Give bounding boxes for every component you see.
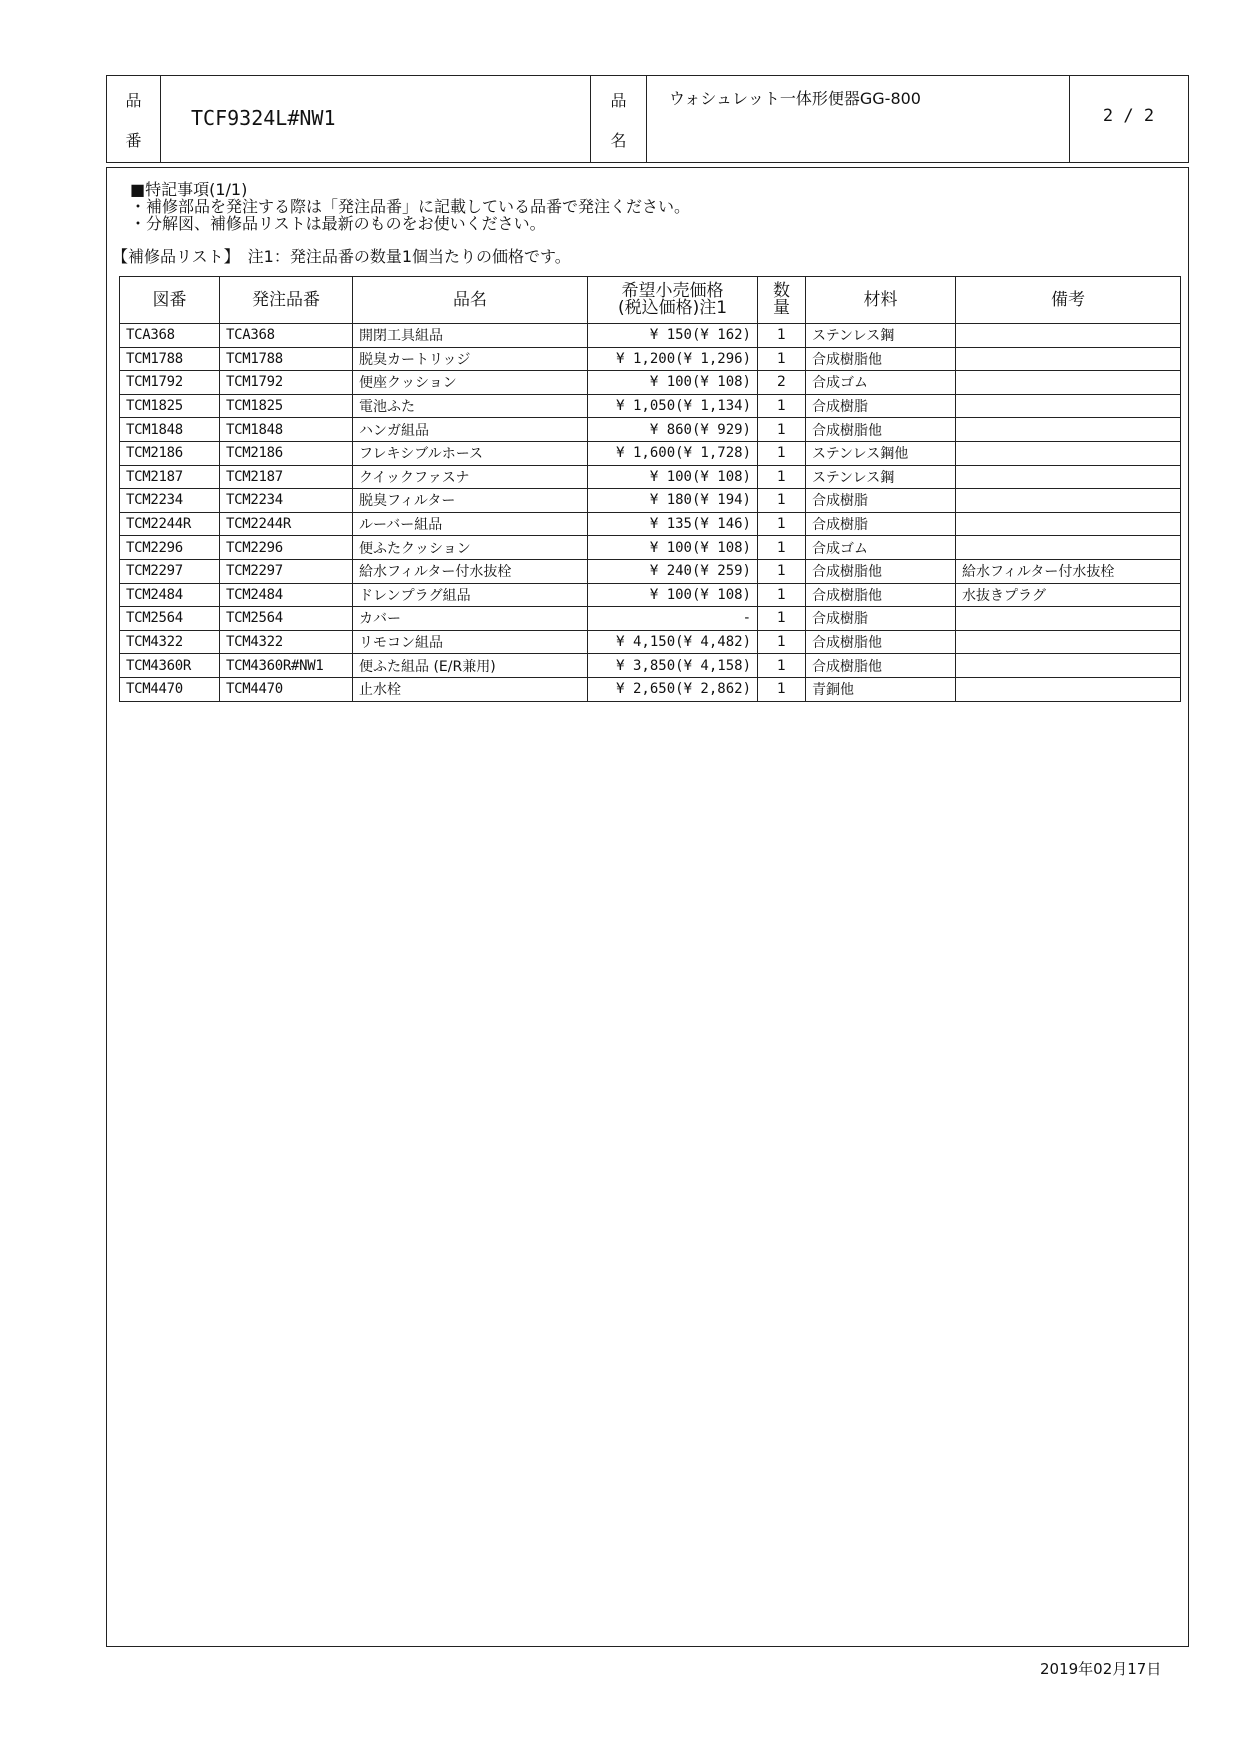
table-row [120, 371, 1181, 395]
cell-order-no: TCM2234 [220, 489, 353, 513]
table-row [120, 559, 1181, 583]
cell-material: ステンレス鋼 [806, 465, 956, 489]
table-row [120, 583, 1181, 607]
cell-remarks [956, 418, 1181, 442]
cell-zuban: TCM1788 [120, 347, 220, 371]
cell-qty: 1 [758, 630, 806, 654]
notes-line-1: ・補修部品を発注する際は「発注品番」に記載している品番で発注ください。 [130, 197, 691, 216]
cell-zuban: TCM4322 [120, 630, 220, 654]
notes-title: ■特記事項(1/1) [130, 180, 248, 199]
cell-price: ¥ 1,200(¥ 1,296) [588, 347, 758, 371]
cell-name: ドレンプラグ組品 [353, 583, 588, 607]
cell-order-no: TCM4360R#NW1 [220, 654, 353, 678]
cell-material: 合成樹脂他 [806, 559, 956, 583]
cell-name: 電池ふた [353, 394, 588, 418]
cell-zuban: TCA368 [120, 324, 220, 348]
cell-qty: 1 [758, 324, 806, 348]
cell-zuban: TCM1848 [120, 418, 220, 442]
table-row [120, 418, 1181, 442]
cell-material: ステンレス鋼 [806, 324, 956, 348]
col-zuban: 図番 [120, 277, 220, 324]
cell-zuban: TCM4360R [120, 654, 220, 678]
cell-order-no: TCM2187 [220, 465, 353, 489]
cell-qty: 1 [758, 347, 806, 371]
cell-price: ¥ 100(¥ 108) [588, 465, 758, 489]
cell-name: 開閉工具組品 [353, 324, 588, 348]
cell-material: 合成ゴム [806, 371, 956, 395]
notes-line-2: ・分解図、補修品リストは最新のものをお使いください。 [130, 214, 546, 233]
cell-order-no: TCM2484 [220, 583, 353, 607]
cell-name: ルーバー組品 [353, 512, 588, 536]
cell-price: ¥ 135(¥ 146) [588, 512, 758, 536]
parts-table [119, 276, 1181, 702]
cell-price: ¥ 860(¥ 929) [588, 418, 758, 442]
cell-zuban: TCM2186 [120, 441, 220, 465]
cell-zuban: TCM2484 [120, 583, 220, 607]
cell-material: 合成ゴム [806, 536, 956, 560]
table-row [120, 536, 1181, 560]
page-number-cell [1070, 76, 1187, 162]
cell-zuban: TCM1792 [120, 371, 220, 395]
cell-zuban: TCM2564 [120, 607, 220, 631]
cell-material: 合成樹脂他 [806, 418, 956, 442]
cell-qty: 2 [758, 371, 806, 395]
cell-order-no: TCM1848 [220, 418, 353, 442]
cell-qty: 1 [758, 489, 806, 513]
table-row [120, 465, 1181, 489]
cell-name: 便座クッション [353, 371, 588, 395]
table-row [120, 677, 1181, 701]
cell-name: 脱臭フィルター [353, 489, 588, 513]
cell-qty: 1 [758, 677, 806, 701]
cell-name: 止水栓 [353, 677, 588, 701]
cell-material: 合成樹脂他 [806, 630, 956, 654]
cell-qty: 1 [758, 654, 806, 678]
cell-price: ¥ 1,050(¥ 1,134) [588, 394, 758, 418]
cell-name: クイックファスナ [353, 465, 588, 489]
cell-material: 合成樹脂 [806, 489, 956, 513]
cell-price: - [588, 607, 758, 631]
cell-name: 便ふた組品 (E/R兼用) [353, 654, 588, 678]
cell-name: フレキシブルホース [353, 441, 588, 465]
table-row [120, 489, 1181, 513]
header-box [106, 75, 1189, 163]
cell-order-no: TCM2564 [220, 607, 353, 631]
hinban-value-cell [161, 76, 591, 162]
table-row [120, 394, 1181, 418]
cell-price: ¥ 100(¥ 108) [588, 583, 758, 607]
cell-remarks [956, 677, 1181, 701]
cell-zuban: TCM2244R [120, 512, 220, 536]
cell-remarks: 給水フィルター付水抜栓 [956, 559, 1181, 583]
cell-price: ¥ 4,150(¥ 4,482) [588, 630, 758, 654]
cell-remarks [956, 394, 1181, 418]
cell-price: ¥ 3,850(¥ 4,158) [588, 654, 758, 678]
cell-zuban: TCM2296 [120, 536, 220, 560]
cell-price: ¥ 150(¥ 162) [588, 324, 758, 348]
cell-qty: 1 [758, 607, 806, 631]
cell-order-no: TCM4470 [220, 677, 353, 701]
table-header-row [120, 277, 1181, 324]
page-number: 2 / 2 [1102, 106, 1155, 126]
cell-remarks [956, 441, 1181, 465]
cell-order-no: TCA368 [220, 324, 353, 348]
cell-order-no: TCM1825 [220, 394, 353, 418]
cell-order-no: TCM2186 [220, 441, 353, 465]
cell-material: 合成樹脂 [806, 512, 956, 536]
table-row [120, 347, 1181, 371]
cell-remarks [956, 536, 1181, 560]
cell-material: 合成樹脂 [806, 394, 956, 418]
cell-remarks [956, 630, 1181, 654]
cell-remarks [956, 324, 1181, 348]
cell-name: ハンガ組品 [353, 418, 588, 442]
cell-qty: 1 [758, 559, 806, 583]
cell-remarks [956, 489, 1181, 513]
cell-qty: 1 [758, 394, 806, 418]
cell-zuban: TCM2187 [120, 465, 220, 489]
col-order-no: 発注品番 [220, 277, 353, 324]
cell-remarks [956, 512, 1181, 536]
cell-price: ¥ 1,600(¥ 1,728) [588, 441, 758, 465]
cell-order-no: TCM2297 [220, 559, 353, 583]
cell-price: ¥ 180(¥ 194) [588, 489, 758, 513]
cell-order-no: TCM1788 [220, 347, 353, 371]
table-row [120, 441, 1181, 465]
cell-remarks [956, 654, 1181, 678]
cell-material: 合成樹脂 [806, 607, 956, 631]
cell-material: 青銅他 [806, 677, 956, 701]
cell-price: ¥ 100(¥ 108) [588, 371, 758, 395]
cell-material: ステンレス鋼他 [806, 441, 956, 465]
col-name: 品名 [353, 277, 588, 324]
table-row [120, 654, 1181, 678]
cell-remarks [956, 347, 1181, 371]
cell-name: 給水フィルター付水抜栓 [353, 559, 588, 583]
cell-remarks: 水抜きプラグ [956, 583, 1181, 607]
col-material: 材料 [806, 277, 956, 324]
cell-price: ¥ 240(¥ 259) [588, 559, 758, 583]
table-row [120, 607, 1181, 631]
cell-order-no: TCM2296 [220, 536, 353, 560]
cell-qty: 1 [758, 536, 806, 560]
cell-name: リモコン組品 [353, 630, 588, 654]
cell-qty: 1 [758, 418, 806, 442]
cell-material: 合成樹脂他 [806, 583, 956, 607]
cell-order-no: TCM4322 [220, 630, 353, 654]
cell-material: 合成樹脂他 [806, 654, 956, 678]
cell-qty: 1 [758, 583, 806, 607]
col-remarks: 備考 [956, 277, 1181, 324]
cell-price: ¥ 100(¥ 108) [588, 536, 758, 560]
cell-zuban: TCM1825 [120, 394, 220, 418]
cell-qty: 1 [758, 441, 806, 465]
col-price: 希望小売価格 (税込価格)注1 [588, 277, 758, 324]
cell-remarks [956, 465, 1181, 489]
table-row [120, 630, 1181, 654]
cell-name: 便ふたクッション [353, 536, 588, 560]
cell-qty: 1 [758, 512, 806, 536]
col-qty: 数 量 [758, 277, 806, 324]
hinmei-value: ウォシュレット一体形便器GG-800 [669, 89, 921, 108]
cell-zuban: TCM2234 [120, 489, 220, 513]
table-row [120, 512, 1181, 536]
cell-name: カバー [353, 607, 588, 631]
special-notes [130, 181, 690, 232]
table-row [120, 324, 1181, 348]
issue-date: 2019年02月17日 [1040, 1660, 1162, 1678]
cell-zuban: TCM2297 [120, 559, 220, 583]
cell-remarks [956, 371, 1181, 395]
cell-qty: 1 [758, 465, 806, 489]
cell-material: 合成樹脂他 [806, 347, 956, 371]
hinmei-value-cell [647, 76, 1070, 162]
cell-name: 脱臭カートリッジ [353, 347, 588, 371]
cell-zuban: TCM4470 [120, 677, 220, 701]
hinmei-label: 品 名 [591, 76, 647, 162]
hinban-value: TCF9324L#NW1 [191, 106, 336, 130]
cell-remarks [956, 607, 1181, 631]
parts-list-title: 【補修品リスト】 注1：発注品番の数量1個当たりの価格です。 [112, 247, 571, 266]
cell-order-no: TCM2244R [220, 512, 353, 536]
cell-price: ¥ 2,650(¥ 2,862) [588, 677, 758, 701]
cell-order-no: TCM1792 [220, 371, 353, 395]
hinban-label: 品 番 [107, 76, 161, 162]
